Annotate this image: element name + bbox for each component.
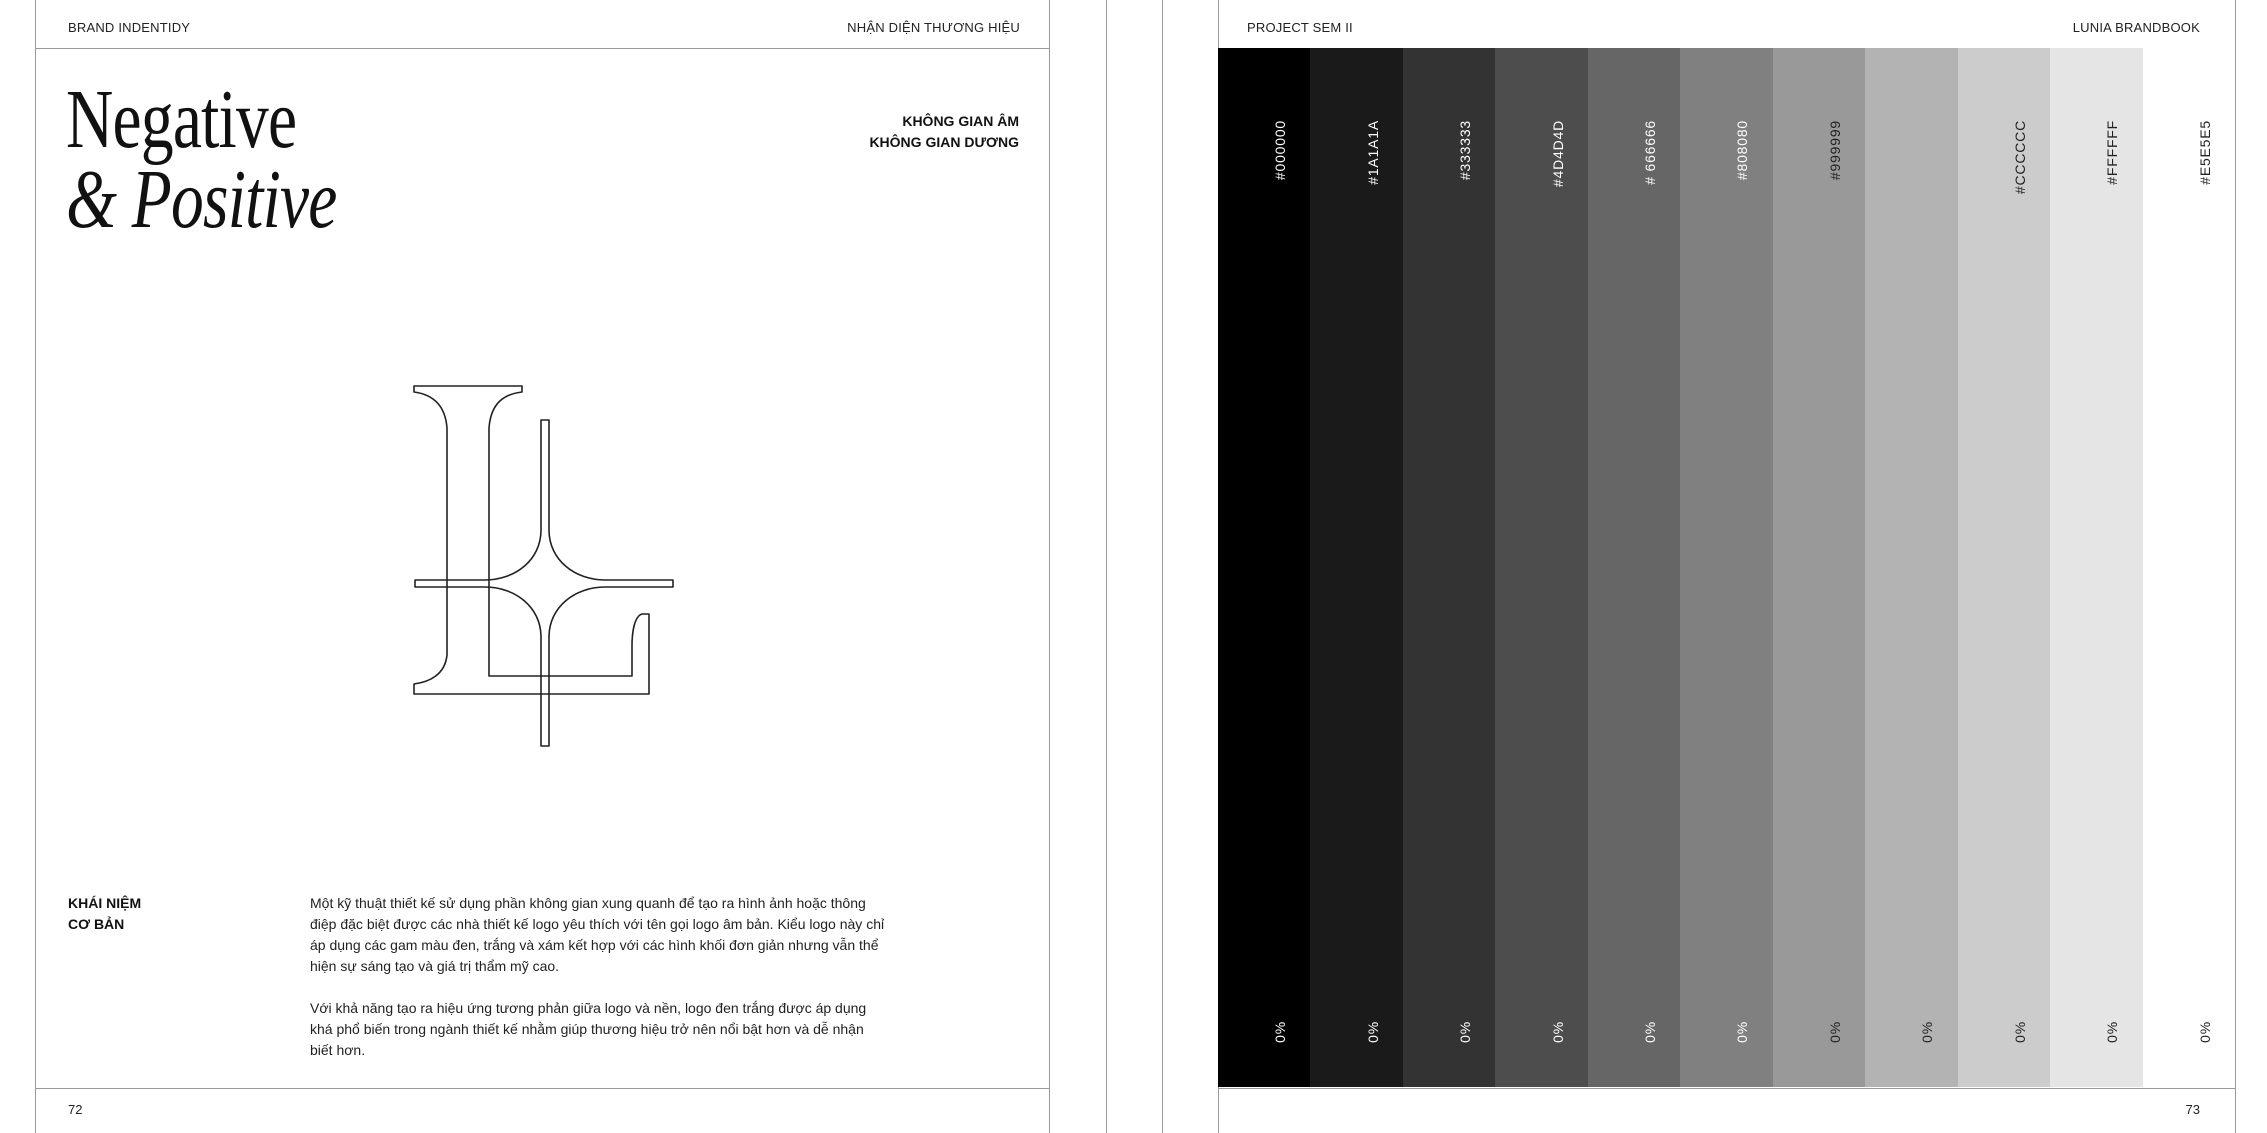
color-swatch xyxy=(1218,48,1310,1087)
left-page-number: 72 xyxy=(68,1102,83,1117)
swatch-hex-label: #E5E5E5 xyxy=(2196,120,2213,185)
title-line-2: & Positive xyxy=(66,153,337,246)
spine-line-2 xyxy=(1162,0,1163,1133)
concept-label xyxy=(68,893,141,935)
concept-line-1: KHÁI NIỆM xyxy=(68,895,142,911)
swatch-percent-label: 0% xyxy=(2104,1021,2121,1043)
right-page-number: 73 xyxy=(2185,1102,2200,1117)
lunia-logo-outline xyxy=(405,380,695,755)
right-header-brandbook: LUNIA BRANDBOOK xyxy=(2072,20,2200,35)
left-header-section: NHẬN DIỆN THƯƠNG HIỆU xyxy=(847,20,1020,35)
paragraph-1: Một kỹ thuật thiết kế sử dụng phần không gian xung quanh để tạo ra hình ảnh hoặc thông điệp đặc biệt được các nhà thiết kế logo yêu thích với tên gọi logo âm bản. Kiểu logo này chỉ áp dụng các gam màu đen, trắng và xám kết hợp với các hình khối đơn giản nhưng vẫn thể hiện sự sáng tạo và giá trị thẩm mỹ cao. xyxy=(310,895,885,974)
swatch-percent-label: 0% xyxy=(1364,1021,1381,1043)
color-swatch xyxy=(1403,48,1495,1087)
swatch-percent-label: 0% xyxy=(1272,1021,1289,1043)
color-swatch xyxy=(1495,48,1587,1087)
left-page-spine xyxy=(1049,0,1050,1133)
swatch-hex-label: #FFFFFF xyxy=(2104,120,2121,185)
body-text xyxy=(310,893,890,1082)
swatch-hex-label: #1A1A1A xyxy=(1364,120,1381,185)
right-footer-rule xyxy=(1218,1088,2236,1089)
swatch-hex-label: #CCCCCC xyxy=(2011,120,2028,195)
color-swatch xyxy=(1588,48,1680,1087)
paragraph-2: Với khả năng tạo ra hiệu ứng tương phản giữa logo và nền, logo đen trắng được áp dụng khá phổ biến trong ngành thiết kế nhằm giúp thương hiệu trở nên nổi bật hơn và dễ nhận biết hơn. xyxy=(310,1000,867,1058)
swatch-hex-label: #999999 xyxy=(1826,120,1843,181)
swatch-hex-label: #333333 xyxy=(1457,120,1474,181)
color-swatch xyxy=(2050,48,2142,1087)
swatch-hex-label: #808080 xyxy=(1734,120,1751,181)
swatch-hex-label: #4D4D4D xyxy=(1549,120,1566,188)
right-header-project: PROJECT SEM II xyxy=(1247,20,1353,35)
subheading xyxy=(869,111,1019,153)
subhead-line-1: KHÔNG GIAN ÂM xyxy=(902,113,1019,129)
swatch-percent-label: 0% xyxy=(1642,1021,1659,1043)
title-line-1: Negative xyxy=(66,73,297,166)
color-swatch xyxy=(1865,48,1957,1087)
spine-line-1 xyxy=(1106,0,1107,1133)
right-page-outer-edge xyxy=(2235,0,2236,1133)
swatch-hex-label: #000000 xyxy=(1272,120,1289,181)
swatch-percent-label: 0% xyxy=(1457,1021,1474,1043)
color-swatch xyxy=(1680,48,1772,1087)
subhead-line-2: KHÔNG GIAN DƯƠNG xyxy=(869,134,1019,150)
swatch-hex-label: # 666666 xyxy=(1642,120,1659,185)
page-title xyxy=(66,73,337,246)
color-swatch xyxy=(2143,48,2235,1087)
left-page-edge xyxy=(35,0,36,1133)
swatch-percent-label: 0% xyxy=(1549,1021,1566,1043)
color-swatch xyxy=(1958,48,2050,1087)
color-swatch xyxy=(1310,48,1402,1087)
swatch-percent-label: 0% xyxy=(2196,1021,2213,1043)
left-footer-rule xyxy=(35,1088,1050,1089)
swatch-percent-label: 0% xyxy=(1826,1021,1843,1043)
left-header-brand: BRAND INDENTIDY xyxy=(68,20,191,35)
swatch-percent-label: 0% xyxy=(2011,1021,2028,1043)
color-swatch xyxy=(1773,48,1865,1087)
concept-line-2: CƠ BẢN xyxy=(68,916,125,932)
grayscale-palette xyxy=(1218,48,2235,1087)
swatch-percent-label: 0% xyxy=(1919,1021,1936,1043)
swatch-percent-label: 0% xyxy=(1734,1021,1751,1043)
left-header-rule xyxy=(35,48,1050,49)
